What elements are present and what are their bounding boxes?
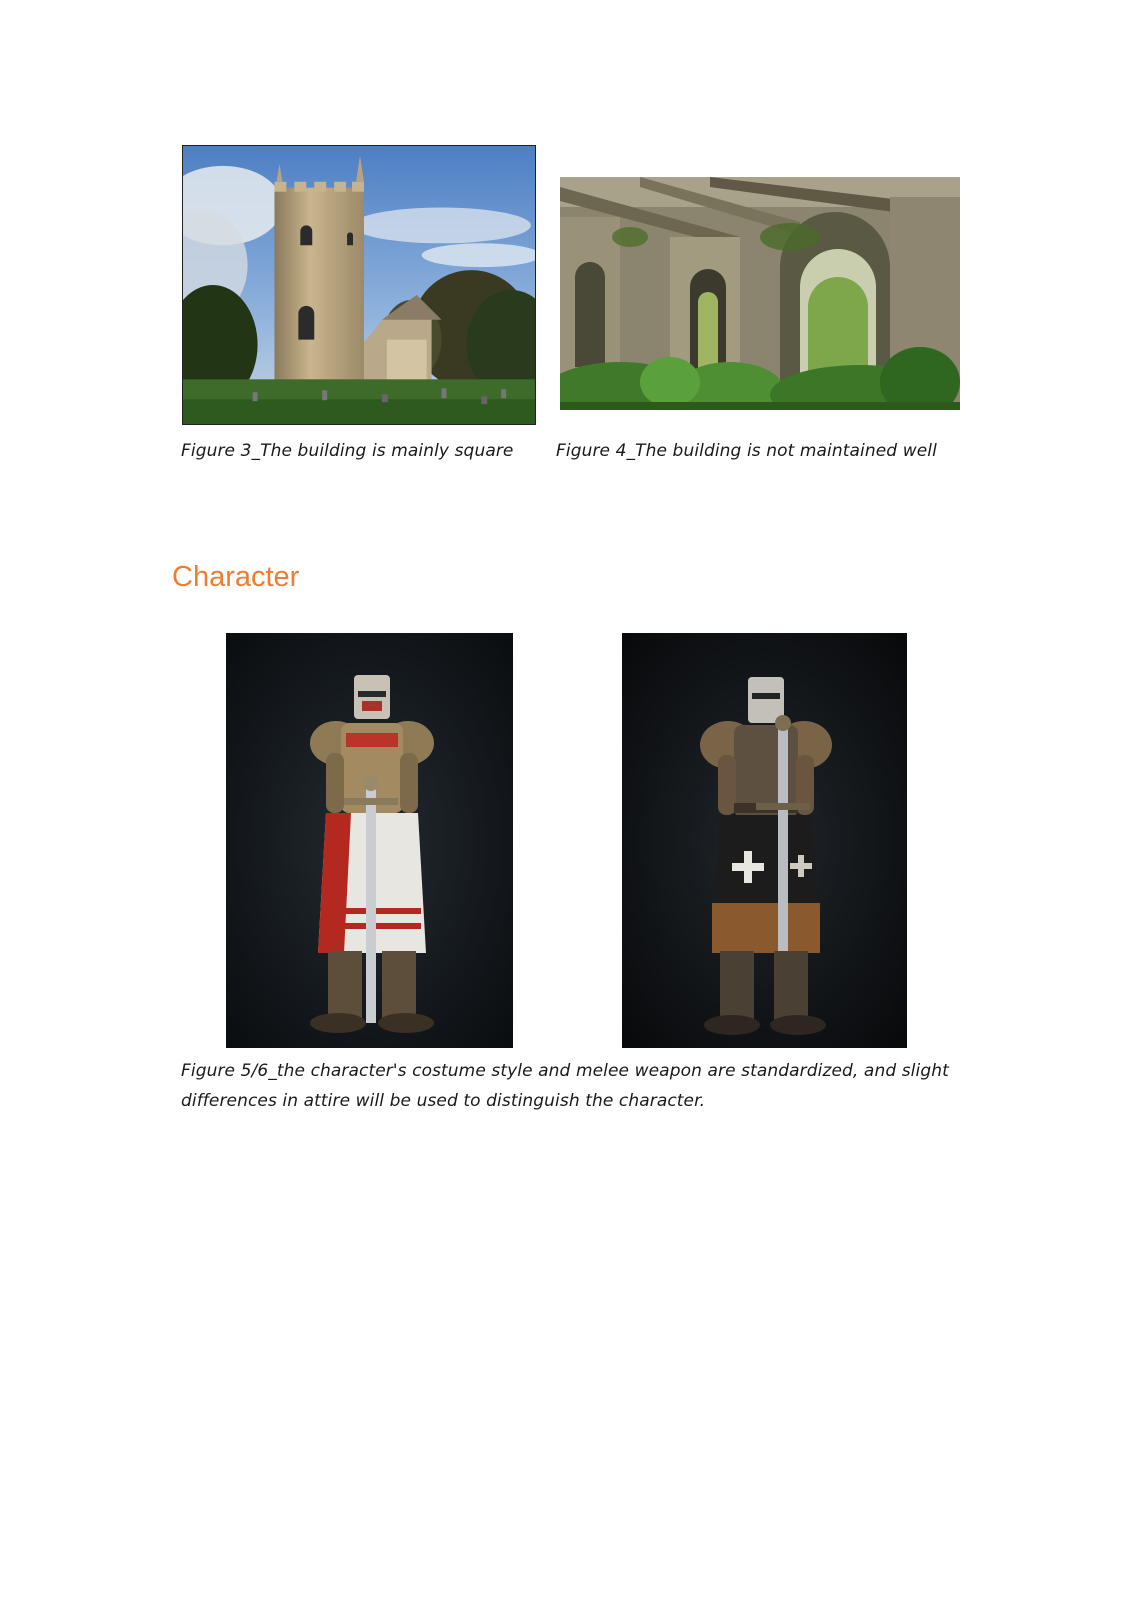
figure-5-knight-image [226, 633, 513, 1048]
figure-5-6-caption-line-2: differences in attire will be used to distinguish the character. [181, 1091, 706, 1111]
figure-5-6-caption-line-1: Figure 5/6_the character's costume style and melee weapon are standardized, and slight [181, 1061, 949, 1081]
section-heading-character: Character [172, 561, 300, 593]
figure-4-ruins-image [560, 177, 960, 410]
figure-3-caption: Figure 3_The building is mainly square [181, 441, 514, 461]
figure-5-6-caption [181, 1056, 971, 1116]
figure-4-caption: Figure 4_The building is not maintained well [556, 441, 937, 461]
figure-3-church-tower-image [182, 145, 536, 425]
figure-6-knight-image [622, 633, 907, 1048]
